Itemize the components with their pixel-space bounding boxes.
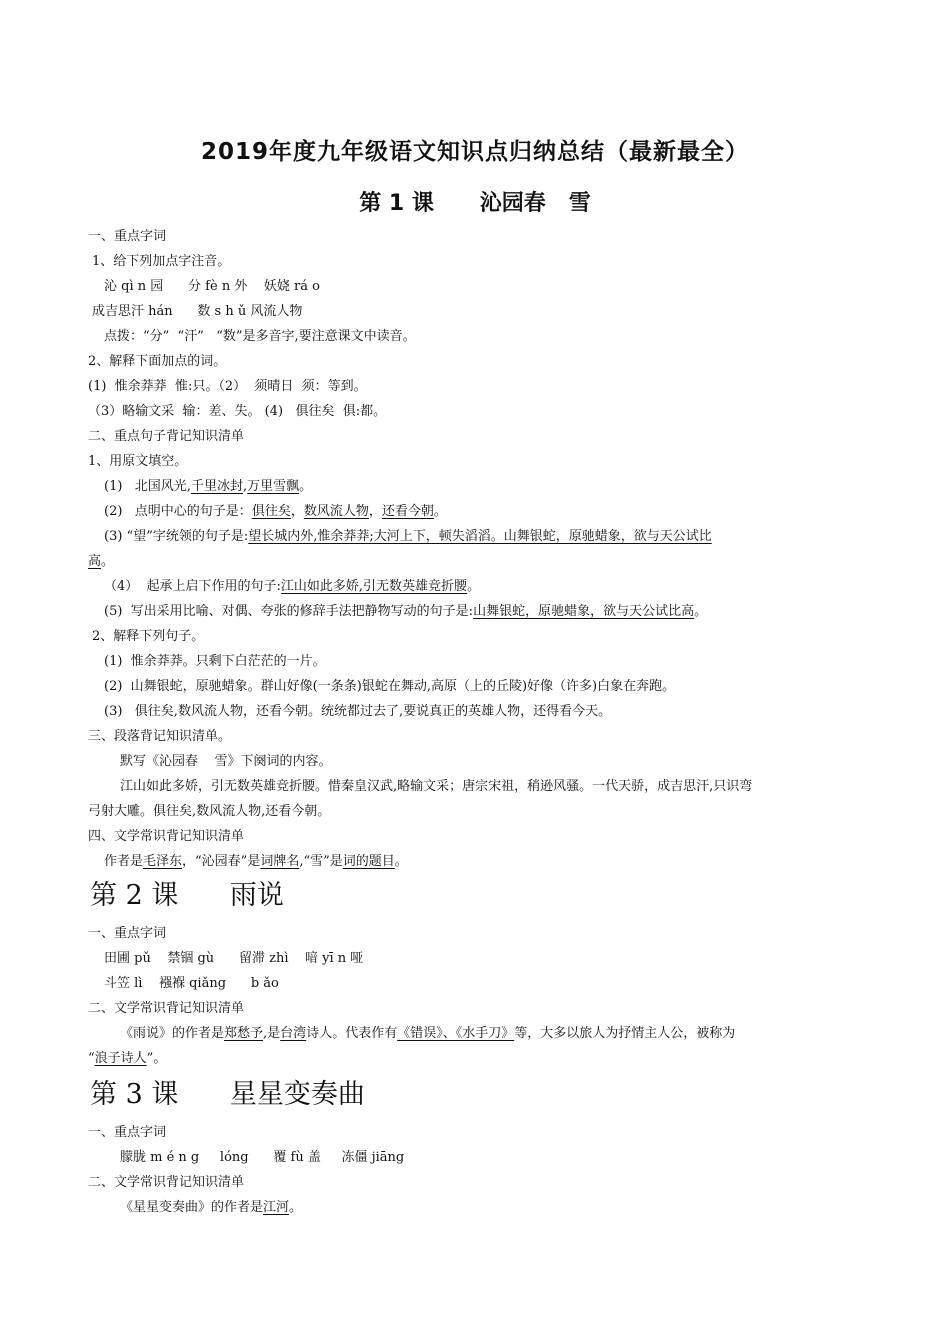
lesson-3-title: 第 3 课 星星变奏曲 [90,1079,365,1110]
l1-fill-3: (3) “望”字统领的句子是:望长城内外,惟余莽莽;大河上下，顿失滔滔。山舞银蛇，原驰蜡象，欲与天公试比 [104,529,712,544]
lesson-1-title: 第 1 课 沁园春 雪 [359,191,591,216]
l1-explain-sentence-2: (2) 山舞银蛇，原驰蜡象。群山好像(一条条)银蛇在舞动,高原（上的丘陵)好像（许多)白象在奔跑。 [104,679,676,694]
answer: 千里冰封 [190,479,243,494]
document-title: 2019年度九年级语文知识点归纳总结（最新最全） [200,139,749,165]
l1-fill-title: 1、用原文填空。 [88,454,188,469]
l1-explain-sentences-title: 2、解释下列句子。 [92,629,205,644]
l1-fill-1: (1) 北国风光,千里冰封,万里雪飘。 [104,479,313,494]
l1-explain-line-2: （3）略输文采 输：差、失。 (4) 俱往矣 俱:都。 [88,404,387,419]
l1-tip: 点拨：“分” “汗” “数”是多音字,要注意课文中读音。 [104,329,416,344]
answer: 俱往矣 [251,504,291,519]
l1-section-literature: 四、文学常识背记知识清单 [88,829,245,844]
l3-section-key-words: 一、重点字词 [88,1125,167,1140]
answer: 郑愁予 [224,1026,264,1041]
l1-explain-sentence-3: (3) 俱往矣,数风流人物，还看今朝。统统都过去了,要说真正的英雄人物，还得看今天。 [104,704,612,719]
answer: 词的题目 [342,854,395,869]
answer: 词牌名 [260,854,300,869]
answer: 还看今朝 [381,504,434,519]
l1-pinyin-line-b: 成吉思汗 hán 数 s h ǔ 风流人物 [92,304,303,319]
l1-question-explain-words: 2、解释下面加点的词。 [88,354,227,369]
answer: 望长城内外,惟余莽莽;大河上下，顿失滔滔。山舞银蛇，原驰蜡象，欲与天公试比 [248,529,712,544]
answer: 山舞银蛇，原驰蜡象，欲与天公试比高 [473,604,695,619]
l1-literature-line: 作者是毛泽东，“沁园春”是词牌名,“雪”是词的题目。 [104,854,408,869]
answer: 台湾 [280,1026,307,1041]
l1-section-key-sentences: 二、重点句子背记知识清单 [88,429,245,444]
l2-section-literature: 二、文学常识背记知识清单 [88,1001,245,1016]
answer: 毛泽东 [143,854,183,869]
l1-recite-text-line-2: 弓射大雕。俱往矣,数风流人物,还看今朝。 [88,804,331,819]
l2-literature-line-2: “浪子诗人”。 [88,1051,167,1066]
l2-words-line-2: 斗笠 lì 襁褓 qiǎng b ǎo [104,976,279,991]
l1-recite-title: 默写《沁园春 雪》下阕词的内容。 [120,754,332,769]
l1-explain-line-1: (1) 惟余莽莽 惟:只。（2） 须晴日 须：等到。 [88,379,367,394]
l1-fill-2: (2) 点明中心的句子是：俱往矣，数风流人物，还看今朝。 [104,504,447,519]
l1-recite-text-line-1: 江山如此多娇，引无数英雄竞折腰。惜秦皇汉武,略输文采；唐宗宋祖，稍逊风骚。一代天骄，成吉思汗,只识弯 [120,779,753,794]
answer: 江河 [263,1200,290,1215]
l1-section-key-words: 一、重点字词 [88,229,167,244]
answer: 高 [88,554,102,569]
l2-section-key-words: 一、重点字词 [88,926,167,941]
l1-fill-3-cont: 高。 [88,554,115,569]
l2-words-line-1: 田圃 pǔ 禁锢 gù 留滞 zhì 喑 yī n 哑 [104,951,364,966]
l1-section-paragraph: 三、段落背记知识清单。 [88,729,232,744]
answer: 数风流人物 [303,504,369,519]
l1-pinyin-line-a: 沁 qì n 园 分 fè n 外 妖娆 rá o [104,279,320,294]
l2-literature-line-1: 《雨说》的作者是郑愁予,是台湾诗人。代表作有《错误》、《水手刀》等，大多以旅人为抒情主人公，被称为 [120,1026,736,1041]
l3-literature-line: 《星星变奏曲》的作者是江河。 [120,1200,303,1215]
answer: 《错误》、《水手刀》 [397,1026,515,1041]
answer: 万里雪飘 [247,479,300,494]
l3-words-line-1: 朦胧 m é n g lóng 覆 fù 盖 冻僵 jiāng [120,1150,405,1165]
l1-fill-5: (5) 写出采用比喻、对偶、夸张的修辞手法把静物写动的句子是:山舞银蛇，原驰蜡象，欲与天公试比高。 [104,604,708,619]
answer: 浪子诗人 [94,1051,147,1066]
l3-section-literature: 二、文学常识背记知识清单 [88,1175,245,1190]
l1-question-pinyin: 1、给下列加点字注音。 [92,254,231,269]
l1-explain-sentence-1: (1) 惟余莽莽。只剩下白茫茫的一片。 [104,654,326,669]
lesson-2-title: 第 2 课 雨说 [90,880,284,911]
answer: 江山如此多娇,引无数英雄竞折腰 [280,579,468,594]
l1-fill-4: （4） 起承上启下作用的句子:江山如此多娇,引无数英雄竞折腰。 [104,579,481,594]
